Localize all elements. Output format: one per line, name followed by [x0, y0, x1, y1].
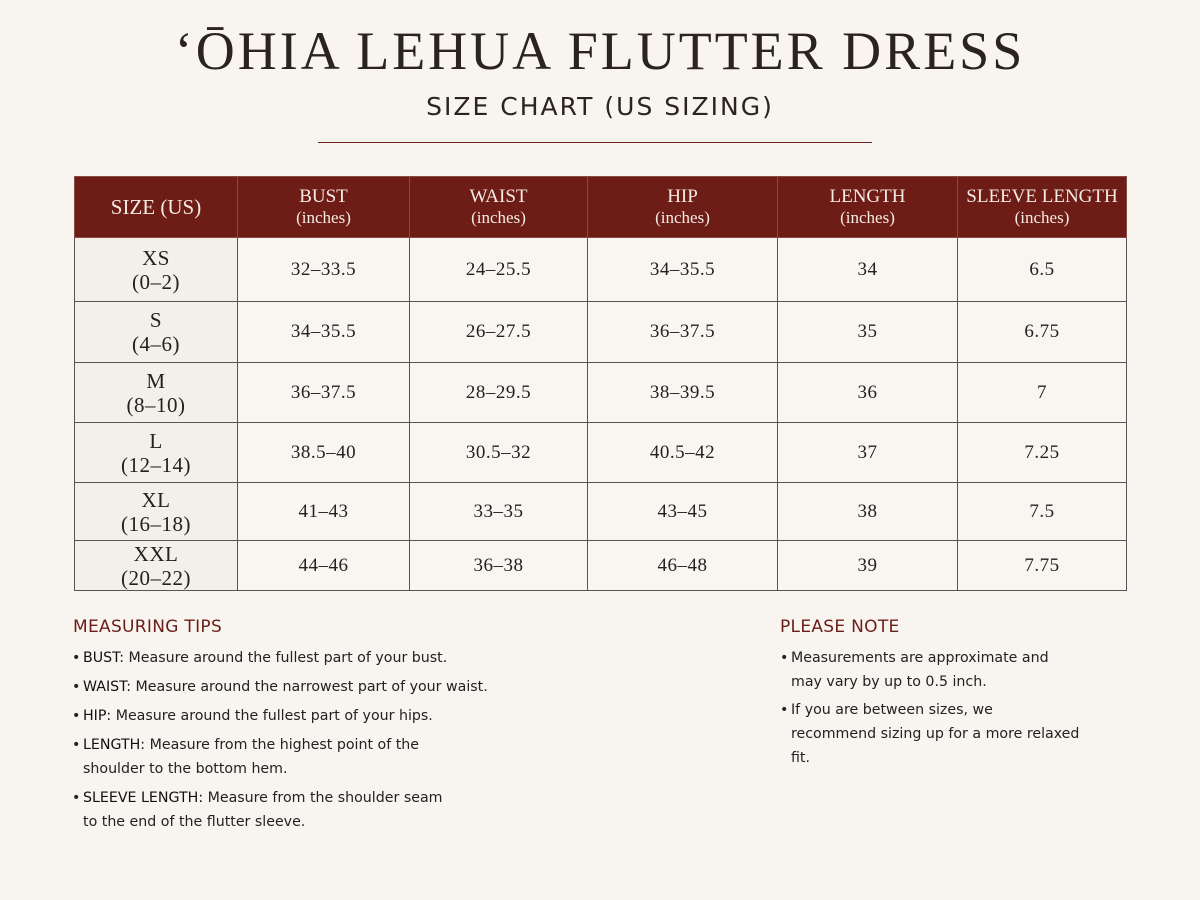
size-cell	[75, 541, 238, 591]
waist-cell: 33–35	[410, 483, 588, 541]
header-hip-unit: (inches)	[655, 208, 710, 227]
waist-cell: 26–27.5	[410, 302, 588, 363]
header-size-label: SIZE (US)	[110, 194, 202, 219]
waist-cell: 30.5–32	[410, 423, 588, 483]
sleeve-cell: 7.5	[958, 483, 1127, 541]
note-text: Measurements are approximate and may vary by up to 0.5 inch.	[791, 650, 1049, 690]
size-label: XL	[141, 487, 171, 512]
size-range: (4–6)	[132, 332, 180, 356]
waist-cell: 28–29.5	[410, 363, 588, 423]
size-cell	[75, 483, 238, 541]
length-cell: 36	[778, 363, 958, 423]
bust-cell: 41–43	[238, 483, 410, 541]
sleeve-cell: 6.75	[958, 302, 1127, 363]
bullet-icon: •	[72, 708, 81, 724]
bust-cell: 32–33.5	[238, 238, 410, 302]
size-range: (16–18)	[121, 511, 191, 536]
measuring-tips-list	[72, 646, 492, 839]
tip-text: Measure around the narrowest part of your waist.	[131, 679, 488, 695]
hip-cell: 46–48	[588, 541, 778, 591]
header-waist-label: WAIST	[469, 186, 528, 207]
page-title: ʻŌHIA LEHUA FLUTTER DRESS	[174, 21, 1026, 81]
list-item	[72, 675, 492, 699]
tip-term: WAIST:	[83, 679, 132, 695]
size-label: M	[146, 368, 166, 393]
header-sleeve-length	[958, 177, 1127, 238]
length-cell: 39	[778, 541, 958, 591]
bullet-icon: •	[780, 650, 789, 666]
header-hip	[588, 177, 778, 238]
bullet-icon: •	[72, 679, 81, 695]
list-item	[780, 698, 1080, 770]
waist-cell: 24–25.5	[410, 238, 588, 302]
size-label: L	[149, 428, 163, 453]
header-hip-label: HIP	[667, 186, 698, 207]
note-text: If you are between sizes, we recommend sizing up for a more relaxed fit.	[791, 702, 1080, 766]
tip-term: SLEEVE LENGTH:	[83, 790, 204, 806]
please-note-heading: PLEASE NOTE	[780, 617, 900, 637]
tip-text: Measure around the fullest part of your hips.	[111, 708, 433, 724]
sleeve-cell: 7	[958, 363, 1127, 423]
table-row	[75, 302, 1127, 363]
please-note-list	[780, 646, 1080, 774]
page-subtitle: SIZE CHART (US SIZING)	[426, 92, 774, 121]
size-range: (8–10)	[126, 392, 186, 417]
sleeve-cell: 6.5	[958, 238, 1127, 302]
tip-text: Measure from the highest point of the shoulder to the bottom hem.	[83, 737, 420, 777]
bust-cell: 34–35.5	[238, 302, 410, 363]
hip-cell: 38–39.5	[588, 363, 778, 423]
tip-term: LENGTH:	[83, 737, 146, 753]
header-waist-unit: (inches)	[471, 208, 526, 227]
length-cell: 37	[778, 423, 958, 483]
size-cell	[75, 363, 238, 423]
table-row	[75, 483, 1127, 541]
bullet-icon: •	[780, 702, 789, 718]
table-row	[75, 541, 1127, 591]
sleeve-cell: 7.25	[958, 423, 1127, 483]
size-cell	[75, 302, 238, 363]
bust-cell: 38.5–40	[238, 423, 410, 483]
size-cell	[75, 238, 238, 302]
length-cell: 38	[778, 483, 958, 541]
list-item	[72, 704, 492, 728]
table-header-row	[75, 177, 1127, 238]
length-cell: 34	[778, 238, 958, 302]
bust-cell: 36–37.5	[238, 363, 410, 423]
size-label: XS	[142, 245, 170, 270]
measuring-tips-heading: MEASURING TIPS	[73, 617, 223, 637]
header-sleeve-unit: (inches)	[1014, 208, 1070, 227]
hip-cell: 43–45	[588, 483, 778, 541]
header-bust-label: BUST	[299, 186, 348, 207]
header-waist	[410, 177, 588, 238]
header-length-unit: (inches)	[840, 208, 895, 227]
header-bust-unit: (inches)	[296, 208, 351, 227]
list-item	[72, 786, 453, 834]
tip-term: BUST:	[83, 650, 125, 666]
bullet-icon: •	[72, 790, 81, 806]
header-length	[778, 177, 958, 238]
sleeve-cell: 7.75	[958, 541, 1127, 591]
bullet-icon: •	[72, 737, 81, 753]
header-length-label: LENGTH	[829, 186, 906, 207]
size-label: XXL	[133, 541, 179, 566]
bullet-icon: •	[72, 650, 81, 666]
length-cell: 35	[778, 302, 958, 363]
waist-cell: 36–38	[410, 541, 588, 591]
tip-text: Measure from the shoulder seam to the end of the flutter sleeve.	[83, 790, 443, 830]
bust-cell: 44–46	[238, 541, 410, 591]
size-range: (0–2)	[132, 269, 180, 294]
header-bust	[238, 177, 410, 238]
size-range: (20–22)	[121, 565, 191, 590]
size-cell	[75, 423, 238, 483]
hip-cell: 34–35.5	[588, 238, 778, 302]
table-row	[75, 363, 1127, 423]
header-sleeve-label: SLEEVE LENGTH	[966, 186, 1118, 207]
size-chart-table	[74, 176, 1127, 591]
list-item	[72, 733, 483, 781]
table-row	[75, 423, 1127, 483]
size-label: S	[149, 308, 163, 332]
tip-term: HIP:	[83, 708, 112, 724]
table-row	[75, 238, 1127, 302]
list-item	[780, 646, 1080, 694]
header-size	[75, 177, 238, 238]
size-range: (12–14)	[121, 452, 191, 477]
tip-text: Measure around the fullest part of your bust.	[124, 650, 448, 666]
hip-cell: 36–37.5	[588, 302, 778, 363]
title-divider	[318, 142, 872, 143]
hip-cell: 40.5–42	[588, 423, 778, 483]
list-item	[72, 646, 492, 670]
